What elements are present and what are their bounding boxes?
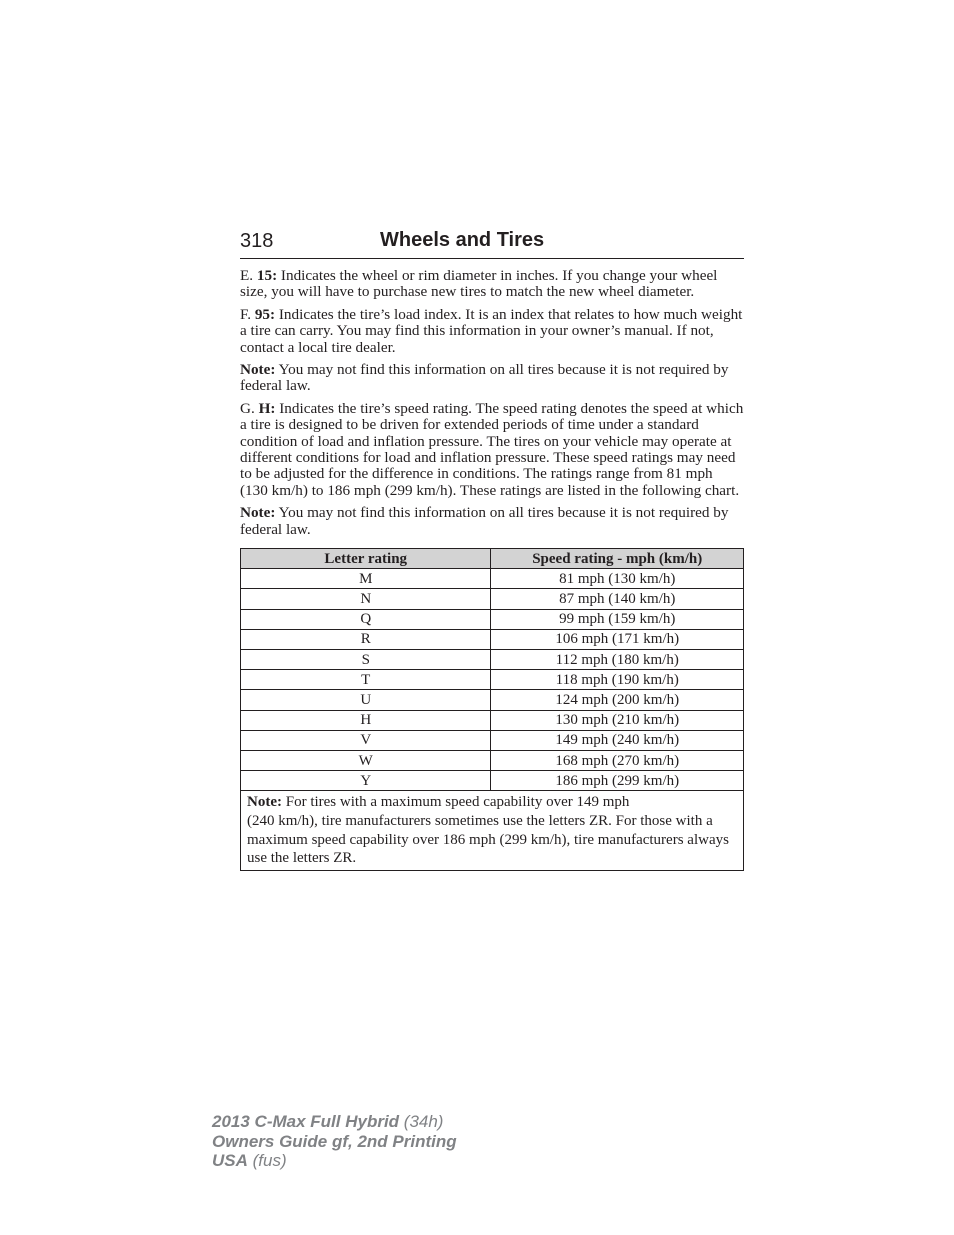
letter-cell: Y xyxy=(241,771,491,791)
letter-cell: R xyxy=(241,629,491,649)
note-load-index: Note: You may not find this information on all tires because it is not required by federal law. xyxy=(240,361,729,395)
speed-cell: 149 mph (240 km/h) xyxy=(491,730,744,750)
table-row xyxy=(241,589,744,609)
letter-cell: S xyxy=(241,650,491,670)
column-header-letter: Letter rating xyxy=(241,549,491,569)
letter-cell: M xyxy=(241,569,491,589)
footer-line-market: USA (fus) xyxy=(212,1151,287,1170)
paragraph-load-index: F. 95: Indicates the tire’s load index. It is an index that relates to how much weight a tire can carry. You may find this information in your owner’s manual. If not, contact a local tire dealer. xyxy=(240,305,743,356)
speed-cell: 186 mph (299 km/h) xyxy=(491,771,744,791)
note-speed-rating: Note: You may not find this information on all tires because it is not required by federal law. xyxy=(240,504,729,538)
letter-cell: Q xyxy=(241,609,491,629)
speed-cell: 87 mph (140 km/h) xyxy=(491,589,744,609)
table-row xyxy=(241,629,744,649)
speed-cell: 124 mph (200 km/h) xyxy=(491,690,744,710)
table-note: Note: For tires with a maximum speed capability over 149 mph (240 km/h), tire manufacturers sometimes use the letters ZR. For those with a maximum speed capability over 186 mph (299 km/h), tire manufacturers always use the letters ZR. xyxy=(241,791,744,870)
letter-cell: N xyxy=(241,589,491,609)
speed-cell: 99 mph (159 km/h) xyxy=(491,609,744,629)
speed-cell: 118 mph (190 km/h) xyxy=(491,670,744,690)
speed-cell: 130 mph (210 km/h) xyxy=(491,710,744,730)
table-row xyxy=(241,670,744,690)
paragraph-rim-diameter: E. 15: Indicates the wheel or rim diameter in inches. If you change your wheel size, you will have to purchase new tires to match the new wheel diameter. xyxy=(240,267,718,301)
table-row xyxy=(241,609,744,629)
table-row xyxy=(241,569,744,589)
section-title: Wheels and Tires xyxy=(380,229,545,251)
letter-cell: V xyxy=(241,730,491,750)
letter-cell: H xyxy=(241,710,491,730)
table-header-row xyxy=(241,549,744,569)
letter-cell: T xyxy=(241,670,491,690)
table-row xyxy=(241,750,744,770)
speed-cell: 81 mph (130 km/h) xyxy=(491,569,744,589)
paragraph-speed-rating: G. H: Indicates the tire’s speed rating. The speed rating denotes the speed at which a tire is designed to be driven for extended periods of time under a standard condition of load and inflation pressure. The tires on your vehicle may operate at different conditions for load and inflation pressure. These speed ratings may need to be adjusted for the difference in conditions. The ratings range from 81 mph (130 km/h) to 186 mph (299 km/h). These ratings are listed in the following chart. xyxy=(240,399,744,499)
speed-cell: 106 mph (171 km/h) xyxy=(491,629,744,649)
page-number: 318 xyxy=(240,230,274,252)
letter-cell: U xyxy=(241,690,491,710)
speed-cell: 168 mph (270 km/h) xyxy=(491,750,744,770)
table-row xyxy=(241,710,744,730)
letter-cell: W xyxy=(241,750,491,770)
table-row xyxy=(241,650,744,670)
page-content xyxy=(240,268,744,871)
footer-line-model: 2013 C-Max Full Hybrid (34h) xyxy=(212,1112,444,1131)
page-header xyxy=(240,228,744,259)
footer-line-guide: Owners Guide gf, 2nd Printing xyxy=(212,1131,457,1151)
page-footer xyxy=(212,1112,457,1171)
table-body xyxy=(241,569,744,870)
table-row xyxy=(241,690,744,710)
speed-rating-table xyxy=(240,548,744,871)
column-header-speed: Speed rating - mph (km/h) xyxy=(491,549,744,569)
table-note-row xyxy=(241,791,744,870)
table-row xyxy=(241,771,744,791)
table-row xyxy=(241,730,744,750)
speed-cell: 112 mph (180 km/h) xyxy=(491,650,744,670)
